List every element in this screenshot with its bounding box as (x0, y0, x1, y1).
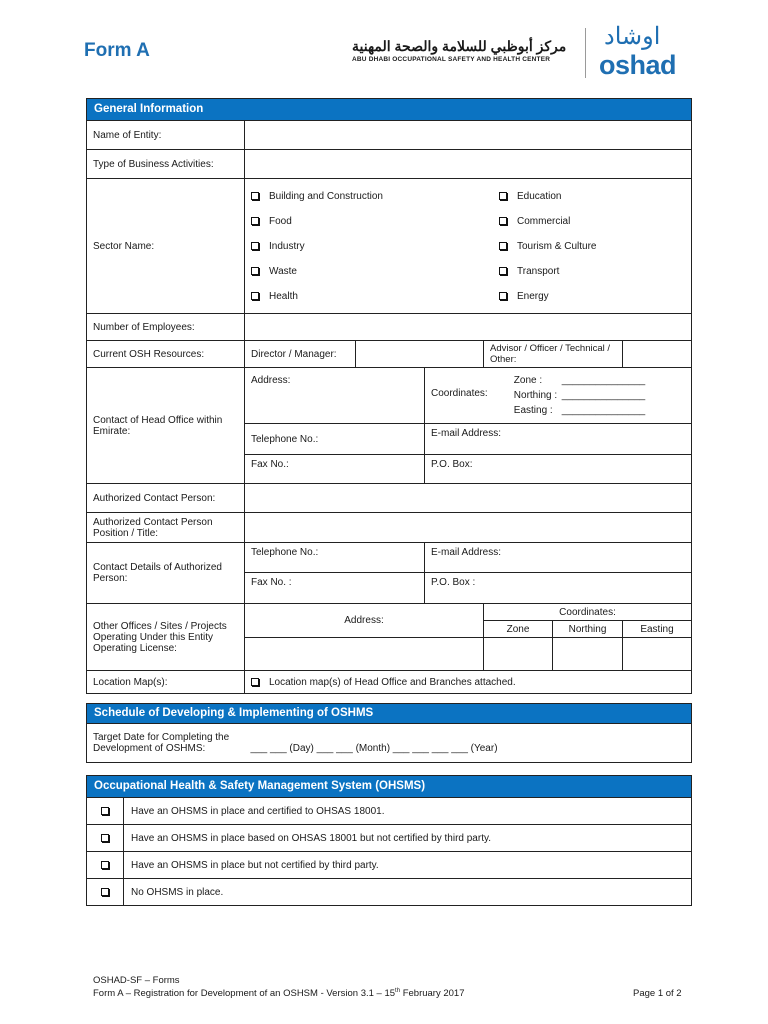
general-information-table (86, 98, 692, 694)
name-of-entity-label: Name of Entity: (87, 121, 245, 150)
oshad-logo: oshad (599, 50, 677, 80)
schedule-heading: Schedule of Developing & Implementing of OSHMS (87, 704, 692, 724)
sector-option[interactable]: Health (251, 291, 499, 302)
current-osh-label: Current OSH Resources: (87, 341, 245, 368)
sector-option[interactable]: Industry (251, 241, 499, 252)
checkbox-icon[interactable] (251, 217, 259, 225)
ohsms-option: Have an OHSMS in place and certified to OHSAS 18001. (124, 798, 692, 825)
authorized-position-field[interactable] (245, 513, 692, 543)
ohsms-option: No OHSMS in place. (124, 879, 692, 906)
checkbox-icon[interactable] (251, 292, 259, 300)
director-manager-label: Director / Manager: (245, 341, 356, 368)
address-header: Address: (245, 604, 484, 638)
checkbox-icon[interactable] (499, 267, 507, 275)
ohsms-option-checkbox[interactable] (87, 879, 124, 906)
checkbox-icon[interactable] (499, 292, 507, 300)
oshad-logo-arabic: اوشاد (604, 23, 661, 50)
telephone-field-2[interactable]: Telephone No.: (245, 543, 425, 573)
org-name-arabic: مركز أبوظبي للسلامة والصحة المهنية (352, 38, 567, 54)
authorized-person-field[interactable] (245, 484, 692, 513)
ohsms-heading: Occupational Health & Safety Management System (OHSMS) (87, 776, 692, 798)
checkbox-icon[interactable] (251, 242, 259, 250)
number-of-employees-label: Number of Employees: (87, 314, 245, 341)
org-name-english: ABU DHABI OCCUPATIONAL SAFETY AND HEALTH CENTER (352, 56, 551, 63)
authorized-position-label: Authorized Contact Person Position / Title: (87, 513, 245, 543)
ohsms-option: Have an OHSMS in place but not certified by third party. (124, 852, 692, 879)
sector-options (245, 179, 692, 314)
telephone-field[interactable]: Telephone No.: (245, 424, 425, 455)
director-manager-field[interactable] (356, 341, 484, 368)
fax-field[interactable]: Fax No.: (245, 455, 425, 484)
form-title: Form A (84, 40, 150, 61)
easting-field[interactable] (623, 638, 692, 671)
coordinates-header: Coordinates: (484, 604, 692, 621)
contact-details-label: Contact Details of Authorized Person: (87, 543, 245, 604)
sector-option[interactable]: Tourism & Culture (499, 241, 679, 252)
checkbox-icon[interactable] (101, 834, 109, 842)
location-maps-label: Location Map(s): (87, 671, 245, 694)
other-offices-label: Other Offices / Sites / Projects Operating Under this Entity Operating License: (87, 604, 245, 671)
target-date-field[interactable]: ___ ___ (Day) ___ ___ (Month) ___ ___ ___ ___ (Year) (245, 724, 692, 763)
sector-option[interactable]: Education (499, 191, 679, 202)
other-address-field[interactable] (245, 638, 484, 671)
general-information-heading: General Information (87, 99, 692, 121)
address-field[interactable]: Address: (245, 368, 425, 424)
easting-header: Easting (623, 621, 692, 638)
checkbox-icon[interactable] (499, 242, 507, 250)
ohsms-option-checkbox[interactable] (87, 798, 124, 825)
schedule-table (86, 703, 692, 763)
ohsms-option-checkbox[interactable] (87, 852, 124, 879)
logo-divider (585, 28, 586, 78)
northing-field[interactable] (553, 638, 623, 671)
checkbox-icon[interactable] (251, 678, 259, 686)
northing-header: Northing (553, 621, 623, 638)
checkbox-icon[interactable] (101, 861, 109, 869)
coordinates-field[interactable]: Coordinates: Zone : _______________ Northing : _______________ Easting : _______________ (425, 368, 692, 424)
sector-option[interactable]: Commercial (499, 216, 679, 227)
target-date-label: Target Date for Completing the Development of OSHMS: (87, 724, 245, 763)
page-number: Page 1 of 2 (633, 988, 682, 999)
checkbox-icon[interactable] (499, 217, 507, 225)
type-of-business-label: Type of Business Activities: (87, 150, 245, 179)
authorized-person-label: Authorized Contact Person: (87, 484, 245, 513)
advisor-label: Advisor / Officer / Technical / Other: (484, 341, 623, 368)
checkbox-icon[interactable] (101, 807, 109, 815)
head-office-label: Contact of Head Office within Emirate: (87, 368, 245, 484)
advisor-field[interactable] (623, 341, 692, 368)
email-field-2[interactable]: E-mail Address: (425, 543, 692, 573)
zone-field[interactable] (484, 638, 553, 671)
sector-option[interactable]: Waste (251, 266, 499, 277)
checkbox-icon[interactable] (251, 192, 259, 200)
po-box-field[interactable]: P.O. Box: (425, 455, 692, 484)
sector-option[interactable]: Energy (499, 291, 679, 302)
ohsms-option-checkbox[interactable] (87, 825, 124, 852)
sector-option[interactable]: Food (251, 216, 499, 227)
type-of-business-field[interactable] (245, 150, 692, 179)
ohsms-option: Have an OHSMS in place based on OHSAS 18001 but not certified by third party. (124, 825, 692, 852)
number-of-employees-field[interactable] (245, 314, 692, 341)
name-of-entity-field[interactable] (245, 121, 692, 150)
checkbox-icon[interactable] (101, 888, 109, 896)
sector-name-label: Sector Name: (87, 179, 245, 314)
fax-field-2[interactable]: Fax No. : (245, 573, 425, 604)
zone-header: Zone (484, 621, 553, 638)
checkbox-icon[interactable] (499, 192, 507, 200)
checkbox-icon[interactable] (251, 267, 259, 275)
po-box-field-2[interactable]: P.O. Box : (425, 573, 692, 604)
location-maps-option[interactable]: Location map(s) of Head Office and Branches attached. (245, 671, 692, 694)
ohsms-table (86, 775, 692, 906)
footer-form-version: Form A – Registration for Development of an OSHSM - Version 3.1 – 15th February 2017 (93, 988, 465, 1000)
sector-option[interactable]: Building and Construction (251, 191, 499, 202)
sector-option[interactable]: Transport (499, 266, 679, 277)
footer-series: OSHAD-SF – Forms (93, 975, 180, 986)
email-field[interactable]: E-mail Address: (425, 424, 692, 455)
